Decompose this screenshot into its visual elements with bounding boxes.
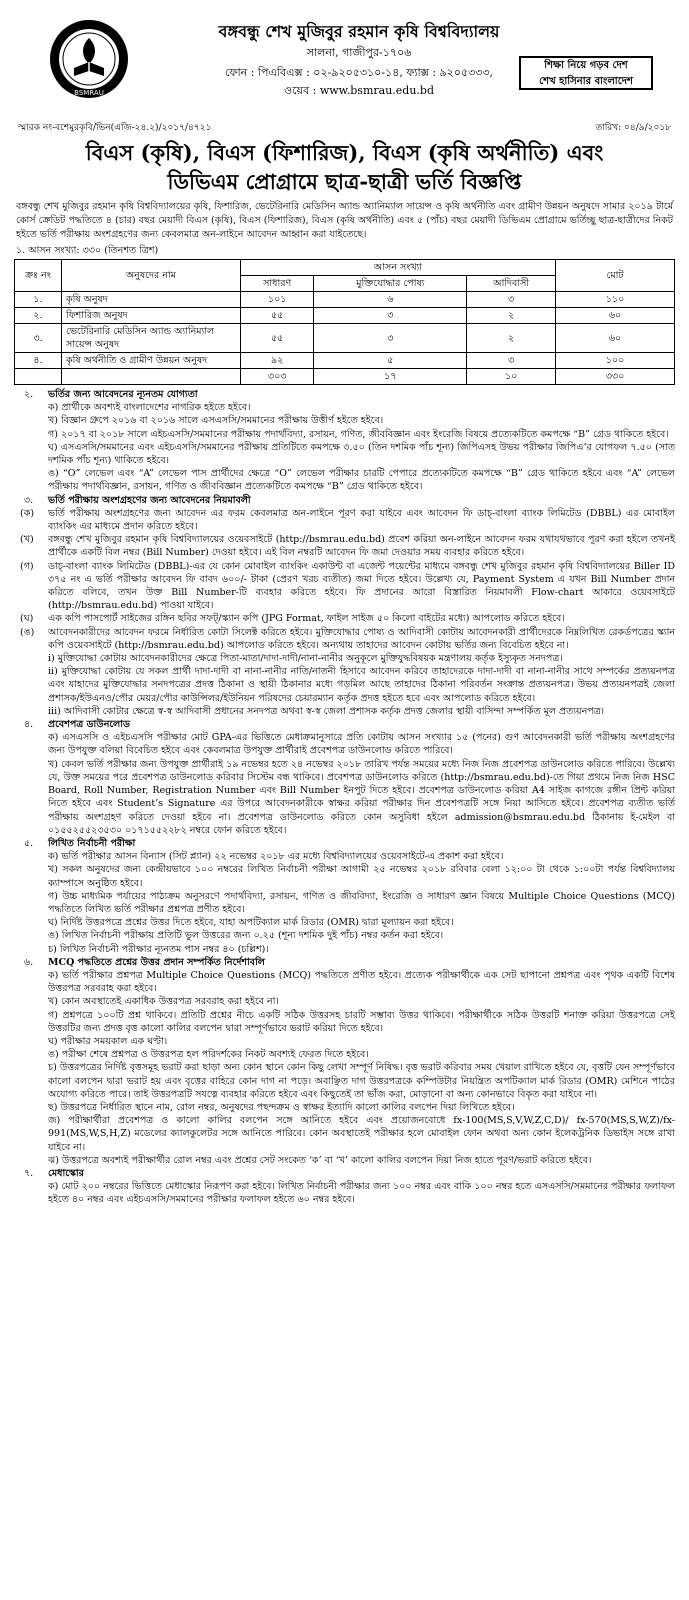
- list-item: ভর্তি পরীক্ষায় অংশগ্রহণের জন্য আবেদন এর ফরম কেবলমাত্র অন-লাইনে পূরণ করা যাইবে এবং আবেদন ফি ডাচ্-বাংলা ব্যাংক লিমিটেড (DBBL) এর মোবাইল ব্যাংকিং এর মাধ্যমে প্রদান করিতে হইবে।: [48, 507, 675, 533]
- item-label: (খ): [20, 534, 34, 546]
- section-title: মেধাস্কোর: [48, 1167, 84, 1179]
- row-serial: ২.: [15, 308, 62, 324]
- total-freedom-fighter: ১৭: [314, 369, 467, 385]
- slogan-box: [519, 56, 653, 90]
- list-item: ছ) উত্তরপত্রে নির্ধারিত স্থানে নাম, রোল নম্বর, অনুষদের পছন্দক্রম ও স্বাক্ষর ইত্যাদি কালো কালির বলপেন দিয়া লিখিতে হইবে।: [48, 1101, 515, 1113]
- totals-row: [15, 369, 675, 385]
- list-item: আবেদনকারীদের আবেদন ফরমে নির্ধারিত কোটা সিলেক্ট করিতে হইবে। মুক্তিযোদ্ধার পোষ্য ও আদিবাসী কোটায় আবেদনকারী প্রার্থীদেরকে নিম্নলিখিত রেকর্ডপত্রের স্ক্যান কপি ওয়েবসাইটে (http://bsmrau.edu.bd) আপলোড করিতে হইবে। অন্যথায় তাহাদের আবেদন কোটায় ভর্তির জন্য বিবেচিত হইবে না।: [48, 626, 675, 651]
- row-serial: ৩.: [15, 324, 62, 353]
- col-total: মোট: [556, 260, 675, 292]
- seats-heading: ১. আসন সংখ্যা: ৩৩০ (তিনশত ত্রিশ): [16, 245, 159, 256]
- row-faculty: কৃষি অনুষদ: [62, 292, 241, 308]
- total-tribal: ১০: [467, 369, 556, 385]
- list-item: ঘ) এসএসসি/সমমানের এবং এইচএসসি/সমমানের পরীক্ষায় প্রতিটিতে কমপক্ষে ৩.৫০ (তিন দশমিক পাঁচ শূন্য) জিপিএসহ উভয় পরীক্ষার জিপিএ’র যোগফল ৭.৫০ (সাত দশমিক পাঁচ শূন্য) থাকিতে হইবে।: [48, 441, 675, 467]
- table-row: [15, 353, 675, 369]
- list-item: ক) এসএসসি ও এইচএসসি পরীক্ষার মোট GPA-এর ভিত্তিতে মেধাক্রমানুসারে প্রতি কোটায় আসন সংখ্যার ১৫ (পনের) গুণ আবেদনকারী ভর্তি পরীক্ষায় অংশগ্রহণের জন্য উপযুক্ত বলিয়া বিবেচিত হইবে এবং কেবলমাত্র উপযুক্ত প্রার্থীরাই প্রবেশপত্র ডাউনলোড করিতে পারিবে।: [48, 732, 675, 757]
- list-item: ঙ) পরীক্ষা শেষে প্রশ্নপত্র ও উত্তরপত্র হল পরিদর্শকের নিকট অবশ্যই ফেরত দিতে হইবে।: [48, 1049, 369, 1061]
- notice-title-line-2: ডিভিএম প্রোগ্রামে ছাত্র-ছাত্রী ভর্তি বিজ্ঞপ্তি: [167, 169, 522, 194]
- list-item: ডাচ্-বাংলা ব্যাংক লিমিটেড (DBBL)-এর যে কোন মোবাইল ব্যাংকিং একাউন্ট বা এজেন্ট পয়েন্টের মাধ্যমে বঙ্গবন্ধু শেখ মুজিবুর রহমান কৃষি বিশ্ববিদ্যালয়ের Biller ID ৩৭৫ নং এ ভর্তি পরীক্ষার আবেদন ফি বাবদ ৬০০/- টাকা (প্রেরণ খরচ ব্যতীত) জমা দিতে হইবে। উল্লেখ্য যে, Payment System এ যখন Bill Number প্রদান করিতে বলিবে, তখন উক্ত Bill Number-টি ব্যবহার করিতে হইবে। ফি প্রদানের আরো বিস্তারিত নিয়মাবলী Flow-chart আকারে ওয়েবসাইটে (http://bsmrau.edu.bd) পাওয়া যাইবে।: [48, 560, 675, 612]
- row-freedom-fighter: ৩: [314, 308, 467, 324]
- col-freedom-fighter: মুক্তিযোদ্ধার পোষ্য: [314, 276, 467, 292]
- col-general: সাধারণ: [241, 276, 314, 292]
- row-serial: ৪.: [15, 353, 62, 369]
- notice-title: [14, 138, 675, 196]
- seats-table-header-row: [15, 260, 675, 276]
- section-number: ৩.: [24, 494, 34, 506]
- section-number: ২.: [24, 389, 34, 400]
- section-written-exam: [14, 837, 675, 956]
- row-total: ৬০: [556, 324, 675, 353]
- row-freedom-fighter: ৩: [314, 324, 467, 353]
- row-general: ৫৫: [241, 324, 314, 353]
- section-title: প্রবেশপত্র ডাউনলোড: [48, 719, 131, 731]
- slogan-line-1: শিক্ষা নিয়ে গড়ব দেশ: [544, 60, 628, 71]
- section-number: ৪.: [24, 719, 34, 731]
- list-item: খ) বিজ্ঞান গ্রুপে ২০১৬ বা ২০১৬ সালে এসএসসি/সমমানের পরীক্ষায় উত্তীর্ণ হইতে হইবে।: [48, 415, 384, 427]
- list-item: চ) উত্তরপত্রের নির্দিষ্ট বৃত্তসমূহ ভরাট করা ছাড়া অন্য কোন স্থানে কোন কিছু লেখা সম্পূর্ণ নিষিদ্ধ। বৃত্ত ভরাট করিবার সময় খেয়াল রাখিতে হইবে যে, বৃত্তটি যেন সম্পূর্ণভাবে কালো বলপেন দ্বারা ভরাট হয় এবং বৃত্তের বাহিরে কোন দাগ না পড়ে। অবাঞ্ছিত দাগ উত্তরপত্রকে কম্পিউটার নিয়ন্ত্রিত অপটিক্যাল মার্ক রিডার (OMR) মেশিনে পাঠের অযোগ্য করিতে পারে। তাই উত্তরপত্রটি সযত্নে ব্যবহার করিতে হইবে এবং কিছুতেই তা ভাঁজ করা, মোড়ানো বা অন্য কোনভাবে বিকৃত করা যাইবে না।: [48, 1062, 675, 1100]
- item-label: (গ): [20, 560, 34, 572]
- row-freedom-fighter: ৬: [314, 292, 467, 308]
- section-mcq-instructions: [14, 956, 675, 1167]
- row-faculty: ফিশারিজ অনুষদ: [62, 308, 241, 324]
- row-freedom-fighter: ৫: [314, 353, 467, 369]
- list-item: বঙ্গবন্ধু শেখ মুজিবুর রহমান কৃষি বিশ্ববিদ্যালয়ের ওয়েবসাইটে (http://bsmrau.edu.bd) প্রবেশ করিয়া অন-লাইনে আবেদন ফরম যথাযথভাবে পূরণ করা হইলে তখনই প্রার্থীকে একটি বিল নম্বর (Bill Number) দেওয়া হইবে। এই বিল নম্বরটি আবেদন ফি জমা দেওয়ার সময় ব্যবহার করিতে হইবে।: [48, 534, 675, 559]
- list-item: গ) প্রশ্নপত্রে ১০০টি প্রশ্ন থাকিবে। প্রতিটি প্রশ্নের নীচে একটি সঠিক উত্তরসহ চারটি সম্ভাব্য উত্তর থাকিবে। পরীক্ষার্থীকে সঠিক উত্তরটি শনাক্ত করিয়া উত্তরপত্রে সেই উত্তরটির জন্য প্রদত্ত বৃত্ত কালো কালির বলপেন দ্বারা সম্পূর্ণভাবে ভরাট করিয়া দিতে হইবে।: [48, 1009, 675, 1034]
- list-item: খ) কেবল ভর্তি পরীক্ষার জন্য উপযুক্ত প্রার্থীরাই ১৯ নভেম্বর হতে ২৪ নভেম্বর ২০১৮ তারিখ পর্যন্ত সময়ের মধ্যে নিজ নিজ প্রবেশপত্র ডাউনলোড করিতে পারিবে। উল্লেখ্য যে, উক্ত সময়ের পরে প্রবেশপত্র ডাউনলোড করিবার সিস্টেম বন্ধ থাকিবে। প্রবেশপত্র ডাউনলোড করিতে (http://bsmrau.edu.bd)-তে গিয়া প্রথমে নিজ নিজ HSC Board, Roll Number, Registration Number এবং Bill Number ইনপুট দিতে হইবে। প্রবেশপত্র ডাউনলোড করিয়া A4 সাইজ কাগজে রঙ্গীন প্রিন্ট করিয়া নিতে হইবে এবং Student’s Signature এর উপরে আবেদনকারীকে স্বাক্ষর করিয়া পরীক্ষার দিন প্রবেশপত্রটি সঙ্গে নিয়া আসিতে হইবে। প্রবেশপত্র ব্যতীত ভর্তি পরীক্ষায় অংশগ্রহণ করিতে দেওয়া হইবে না। প্রবেশপত্র ডাউনলোড করিতে কোন অসুবিধা হইলে admission@bsmrau.edu.bd ঠিকানায় ই-মেইল বা ০১৫৫২৫৫২৩৫৩০ ০১৭১৫৫২২৮২ নম্বরে ফোন করিতে হইবে।: [48, 758, 675, 836]
- row-faculty: ভেটেরিনারি মেডিসিন অ্যান্ড অ্যানিম্যাল সায়েন্স অনুষদ: [62, 324, 241, 353]
- col-faculty: অনুষদের নাম: [62, 260, 241, 292]
- item-label: (ঙ): [20, 626, 35, 638]
- row-total: ১০০: [556, 353, 675, 369]
- university-phone: ফোন : পিএবিএক্স : ০২-৯২০৫৩১০-১৪, ফ্যাক্স : ৯২০৫৩৩৩,: [224, 66, 494, 79]
- table-row: [15, 292, 675, 308]
- section-application-rules: [14, 494, 675, 718]
- list-item: জ) পরীক্ষার্থীরা প্রবেশপত্র ও কালো কালির বলপেন সঙ্গে আনিতে হইবে এবং প্রয়োজনবোধে fx-100(MS,S,V,W,Z,C,D)/ fx-570(MS,S,W,Z)/fx-991(MS,W,S,H,Z) মডেলের ক্যালকুলেটর সঙ্গে আনিতে পারিবে। কোন অবস্থাতেই পরীক্ষার হলে মোবাইল ফোন অথবা অন্য কোন ইলেকট্রনিক ডিভাইস সঙ্গে রাখা যাইবে না।: [48, 1115, 675, 1153]
- section-title: ভর্তির জন্য আবেদনের ন্যূনতম যোগ্যতা: [48, 389, 198, 400]
- row-total: ৬০: [556, 308, 675, 324]
- section-title: ভর্তি পরীক্ষায় অংশগ্রহণের জন্য আবেদনের নিয়মাবলী: [48, 494, 251, 506]
- memo-row: [14, 118, 675, 136]
- notice-title-line-1: বিএস (কৃষি), বিএস (ফিশারিজ), বিএস (কৃষি অর্থনীতি) এবং: [85, 140, 604, 165]
- list-item: ঝ) উত্তরপত্রে অবশ্যই পরীক্ষার্থীর রোল নম্বর এবং প্রশ্নের সেট সংকেত ‘ক’ বা ‘খ’ কালো কালির বলপেন দিয়া নিজ হাতে পূরণ/ভরাট করিতে হইবে।: [48, 1154, 592, 1166]
- col-seat-group: আসন সংখ্যা: [241, 260, 556, 276]
- row-faculty: কৃষি অর্থনীতি ও গ্রামীণ উন্নয়ন অনুষদ: [62, 353, 241, 369]
- list-item: চ) লিখিত নির্বাচনী পরীক্ষার ন্যূনতম পাস নম্বর ৪০ (চল্লিশ)।: [48, 943, 269, 955]
- letterhead: [14, 0, 675, 118]
- row-tribal: ৩: [467, 292, 556, 308]
- list-item: ক) প্রার্থীকে অবশ্যই বাংলাদেশের নাগরিক হইতে হইবে।: [48, 402, 251, 414]
- section-number: ৬.: [24, 956, 34, 968]
- col-tribal: আদিবাসী: [467, 276, 556, 292]
- list-item: গ) উচ্চ মাধ্যমিক পর্যায়ের পাঠ্যক্রম অনুসরণে পদার্থবিদ্যা, রসায়ন, গণিত ও জীববিদ্যা, ইংরেজি ও সাধারণ জ্ঞান বিষয়ে Multiple Choice Questions (MCQ) পদ্ধতিতে লিখিত ভর্তি পরীক্ষার প্রশ্নপত্র প্রণীত হইবে।: [48, 890, 675, 915]
- table-row: [15, 324, 675, 353]
- list-item: ঘ) নির্দিষ্ট উত্তরপত্রে প্রশ্নের উত্তর দিতে হইবে, যাহা অপটিক্যাল মার্ক রিডার (OMR) দ্বারা মূল্যায়ন করা হইবে।: [48, 917, 454, 929]
- list-item: ঙ) “O” লেভেল এবং “A” লেভেল পাস প্রার্থীদের ক্ষেত্রে “O” লেভেল পরীক্ষার চারটি পেপারে প্রত্যেকটিতে কমপক্ষে “B” গ্রেড থাকিতে হইবে এবং “A” লেভেল পরীক্ষায় পদার্থবিজ্ঞান, রসায়ন, গণিত ও জীববিজ্ঞান প্রত্যেকটিতে কমপক্ষে “B” গ্রেড থাকিতে হইবে।: [48, 468, 675, 493]
- row-tribal: ২: [467, 308, 556, 324]
- table-row: [15, 308, 675, 324]
- university-name: বঙ্গবন্ধু শেখ মুজিবুর রহমান কৃষি বিশ্ববিদ্যালয়: [218, 22, 500, 41]
- col-serial: ক্রঃ নং: [15, 260, 62, 292]
- row-serial: ১.: [15, 292, 62, 308]
- row-general: ১০১: [241, 292, 314, 308]
- item-label: (ক): [20, 507, 35, 519]
- section-merit-score: [14, 1167, 675, 1207]
- total-general: ৩০৩: [241, 369, 314, 385]
- intro-paragraph: বঙ্গবন্ধু শেখ মুজিবুর রহমান কৃষি বিশ্ববিদ্যালয়ের কৃষি, ফিশারিজ, ভেটেরিনারি মেডিসিন অ্যান্ড অ্যানিম্যাল সায়েন্স ও কৃষি অর্থনীতি এবং গ্রামীণ উন্নয়ন অনুষদে সামার ২০১৯ টার্মে কোর্স ক্রেডিট পদ্ধতিতে ৪ (চার) বছর মেয়াদী বিএস (কৃষি), বিএস (ফিশারিজ), বিএস (কৃষি অর্থনীতি) এবং ৫ (পাঁচ) বছর মেয়াদী ডিভিএম প্রোগ্রামে ভর্তিচ্ছু ছাত্র-ছাত্রীদের নিকট হইতে ভর্তি পরীক্ষায় অংশগ্রহণের জন্য কেবলমাত্র অন-লাইনে আবেদন আহ্বান করা যাইতেছে।: [16, 201, 673, 240]
- memo-reference: স্মারক নং-বশেমুরকৃবি/ভিন(এজি-২৪.২)/২০১৭/৪৭২১: [18, 123, 212, 133]
- seats-table: [14, 259, 675, 385]
- list-item: ক) ভর্তি পরীক্ষার আসন বিন্যাস (সিট প্ল্যান) ২২ নভেম্বর ২০১৮ এর মধ্যে বিশ্ববিদ্যালয়ের ওয়েবসাইটে-এ প্রকাশ করা হইবে।: [48, 851, 504, 863]
- list-item: iii) আদিবাসী কোটার ক্ষেত্রে স্ব-স্ব আদিবাসী প্রধানের সনদপত্র অথবা স্ব-স্ব জেলা প্রশাসক কর্তৃক প্রদত্ত জেলার স্থায়ী বাসিন্দা সম্পর্কিত মূল প্রত্যয়নপত্র।: [48, 705, 605, 717]
- list-item: ঙ) লিখিত নির্বাচনী পরীক্ষায় প্রতিটি ভুল উত্তরের জন্য ০.২৫ (শূন্য দশমিক দুই পাঁচ) নম্বর কর্তন করা হইবে।: [48, 930, 444, 942]
- university-address: সালনা, গাজীপুর-১৭০৬: [306, 46, 412, 59]
- item-label: (ঘ): [20, 613, 34, 625]
- totals-blank: [62, 369, 241, 385]
- totals-blank: [15, 369, 62, 385]
- list-item: ঘ) পরীক্ষার সময়কাল এক ঘণ্টা।: [48, 1035, 168, 1047]
- list-item: ক) মোট ২০০ নম্বরের ভিত্তিতে মেধাস্কোর নিরূপণ করা হইবে। লিখিত নির্বাচনী পরীক্ষার জন্য ১০০ নম্বর এবং বাকি ১০০ নম্বর হতে এসএসসি/সমমানের পরীক্ষার ফলাফল হইতে ৪০ নম্বর এবং এইচএসসি/সমমানের পরীক্ষার ফলাফল হইতে ৬০ নম্বর হইবে।: [48, 1181, 675, 1206]
- row-tribal: ২: [467, 324, 556, 353]
- section-admit-card: [14, 718, 675, 837]
- section-number: ৭.: [24, 1167, 34, 1179]
- list-item: ii) মুক্তিযোদ্ধা কোটায় যে সকল প্রার্থী দাদা-দাদী বা নানা-নানীর নাতি/নাতনী হিসাবে আবেদন করিবে তাহাদেরকে দাদা-দাদী বা নানা-নানীর সাথে সম্পর্কের প্রত্যয়নপত্র এবং যাহাদের মুক্তিযোদ্ধার সনদপত্রের প্রদত্ত ঠিকানা ও স্থায়ী ঠিকানার মধ্যে গড়মিল আছে তাহাদের ঠিকানা পরিবর্তন সংক্রান্ত প্রত্যয়নপত্র। উভয় প্রত্যয়নপত্রই জেলা প্রশাসক/ইউএনও/পৌর মেয়র/পৌর কাউন্সিলর/ইউনিয়ন পরিষদের চেয়ারম্যান কর্তৃক প্রদত্ত হইতে হবে এবং আপলোড করিতে হইবে।: [48, 666, 675, 704]
- list-item: খ) সকল অনুষদের জন্য কেন্দ্রীয়ভাবে ১০০ নম্বরের লিখিত নির্বাচনী পরীক্ষা আগামী ২৫ নভেম্বর ২০১৮ রবিবার বেলা ১২:০০ টা থেকে ১:০০টা পর্যন্ত বিশ্ববিদ্যালয় ক্যাম্পাসে অনুষ্ঠিত হইবে।: [48, 864, 675, 889]
- total-all: ৩৩০: [556, 369, 675, 385]
- logo-text: BSMRAU: [74, 89, 104, 97]
- row-general: ৫৫: [241, 308, 314, 324]
- section-eligibility: [14, 388, 675, 494]
- slogan-line-2: শেখ হাসিনার বাংলাদেশ: [539, 76, 633, 87]
- memo-date: তারিখ: ০৪/৯/২০১৮: [595, 123, 671, 133]
- row-general: ৯২: [241, 353, 314, 369]
- section-number: ৫.: [24, 837, 34, 849]
- list-item: i) মুক্তিযোদ্ধা কোটায় আবেদনকারীদের ক্ষেত্রে পিতা-মাতা/দাদা-দাদী/নানা-নানীর অনুকূলে মুক্তিযুদ্ধবিষয়ক মন্ত্রণালয় কর্তৃক ইস্যুকৃত সনদপত্র।: [48, 653, 563, 665]
- row-tribal: ৩: [467, 353, 556, 369]
- row-total: ১১০: [556, 292, 675, 308]
- list-item: গ) ২০১৭ বা ২০১৮ সালে এইচএসসি/সমমানের পরীক্ষায় পদার্থবিদ্যা, রসায়ন, গণিত, জীববিজ্ঞান এবং ইংরেজি বিষয়ে প্রত্যেকটিতে কমপক্ষে “B” গ্রেড থাকিতে হইবে।: [48, 428, 669, 440]
- list-item: এক কপি পাসপোর্ট সাইজের রঙ্গিন ছবির সফট্/স্ক্যান কপি (JPG Format, ফাইল সাইজ ৫০ কিলো বাইটের মধ্যে) আপলোড করিতে হইবে।: [48, 613, 565, 625]
- section-title: MCQ পদ্ধতিতে প্রশ্নের উত্তর প্রদান সম্পর্কিত নির্দেশাবলি: [48, 956, 265, 968]
- section-title: লিখিত নির্বাচনী পরীক্ষা: [48, 837, 136, 849]
- university-logo-icon: [48, 18, 130, 100]
- list-item: ক) ভর্তি পরীক্ষার প্রশ্নপত্র Multiple Choice Questions (MCQ) পদ্ধতিতে প্রণীত হইবে। প্রত্যেক পরীক্ষার্থীকে এক সেট ছাপানো প্রশ্নপত্র এবং পৃথক একটি বিশেষ উত্তরপত্র সরবরাহ করা হইবে।: [48, 969, 675, 995]
- list-item: খ) কোন অবস্থাতেই একাধিক উত্তরপত্র সরবরাহ করা হইবে না।: [48, 996, 279, 1008]
- university-website: ওয়েব : www.bsmrau.edu.bd: [284, 84, 434, 97]
